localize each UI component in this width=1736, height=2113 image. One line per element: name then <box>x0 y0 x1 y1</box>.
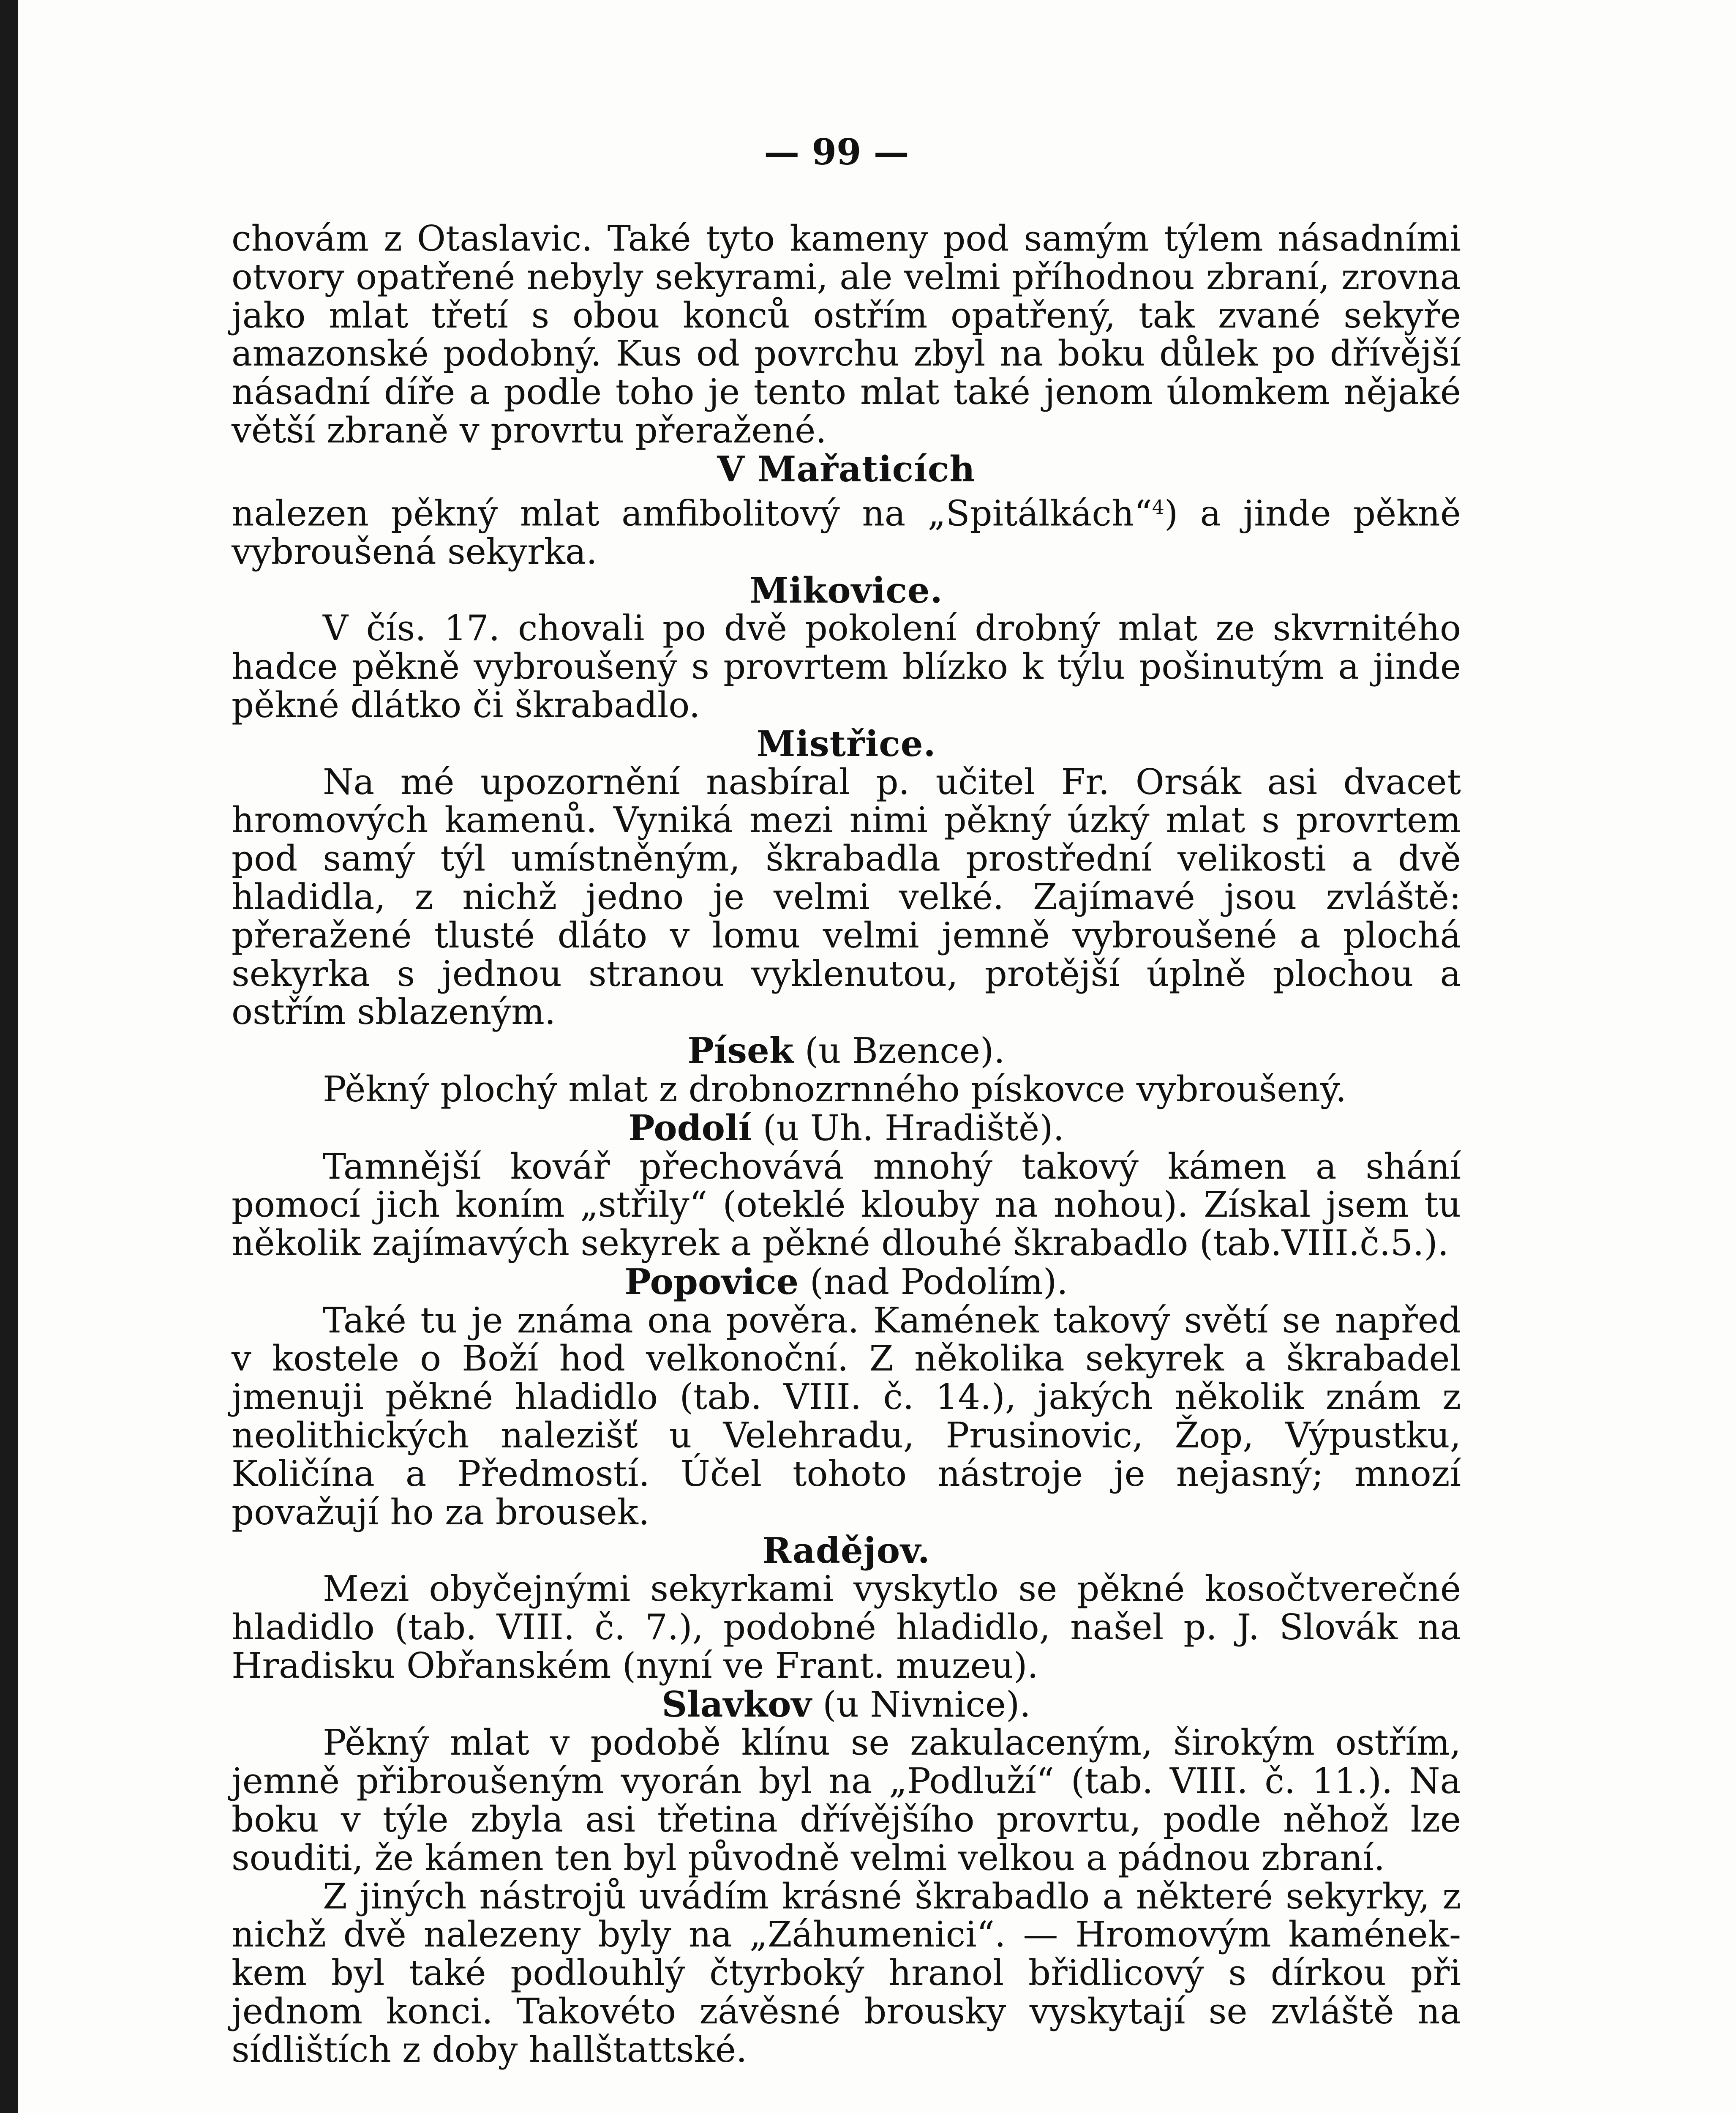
heading-popovice: Popovice (nad Podolím). <box>624 1261 1068 1302</box>
paragraph-slavkov-2: Z jiných nástrojů uvádím krásné škrabadlo a některé sekyrky, z nichž dvě nalezeny byly na „Záhumenici“. — Hromovým kaménekkem byl také podlouhlý čtyrboký hranol břidlicový s dírkou při jednom konci. Takovéto závěsné brousky vyskytají se zvláště na sídlištích z doby hallštattské. <box>232 1875 1461 2070</box>
paragraph-pisek: Pěkný plochý mlat z drobnozrnného pískovce vybroušený. <box>323 1068 1347 1110</box>
paragraph-popovice: Také tu je známa ona pověra. Kamének takový světí se napřed v kostele o Boží hod velkonoční. Z několika sekyrek a škrabadel jmenuji pěkné hladidlo (tab. VIII. č. 14.), jakých několik znám z neolithických nalezišť u Velehradu, Prusinovic, Žop, Výpustku, Količína a Předmostí. Účel tohoto nástroje je nejasný; mnozí považují ho za brousek. <box>232 1299 1461 1533</box>
paragraph-radejov: Mezi obyčejnými sekyrkami vyskytlo se pěkné kosočtverečné hladidlo (tab. VIII. č. 7.), podobné hladidlo, našel p. J. Slovák na Hradisku Obřanském (nyní ve Frant. muzeu). <box>232 1568 1461 1686</box>
paragraph-mikovice: V čís. 17. chovali po dvě pokolení drobný mlat ze skvrnitého hadce pěkně vybroušený s provrtem blízko k týlu pošinutým a jinde pěkné dlátko či škrabadlo. <box>232 608 1461 726</box>
heading-podoli: Podolí (u Uh. Hradiště). <box>628 1107 1064 1149</box>
heading-pisek: Písek (u Bzence). <box>687 1030 1005 1072</box>
paragraph-slavkov-1: Pěkný mlat v podobě klínu se zakulaceným, širokým ostřím, jemně přibroušeným vyorán byl na „Podluží“ (tab. VIII. č. 11.). Na boku v týle zbyla asi třetina dřívějšího provrtu, podle něhož lze souditi, že kámen ten byl původně velmi velkou a pádnou zbraní. <box>232 1722 1461 1878</box>
paragraph-otaslavic: chovám z Otaslavic. Také tyto kameny pod samým týlem násadními otvory opatřené nebyly sekyrami, ale velmi příhodnou zbraní, zrovna jako mlat třetí s obou konců ostřím opatřený, tak zvané sekyře amazonské podobný. Kus od povrchu zbyl na boku důlek po dřívější násadní díře a podle toho je tento mlat také jenom úlomkem nějaké větší zbraně v provrtu přeražené. <box>232 218 1461 451</box>
paragraph-mistrice: Na mé upozornění nasbíral p. učitel Fr. Orsák asi dvacet hromových kamenů. Vyniká mezi nimi pěkný úzký mlat s provrtem pod samý týl umístněným, škrabadla prostřední velikosti a dvě hladidla, z nichž jedno je velmi velké. Zajímavé jsou zvláště: přeražené tlusté dláto v lomu velmi jemně vybroušené a plochá sekyrka s jednou stranou vyklenutou, protější úplně plochou a ostřím sblazeným. <box>232 761 1461 1033</box>
heading-radejov: Radějov. <box>762 1530 930 1572</box>
page-number: — 99 — <box>764 131 909 173</box>
heading-slavkov: Slavkov (u Nivnice). <box>662 1683 1031 1725</box>
scan-edge <box>0 0 18 2113</box>
body-text <box>232 220 1461 2069</box>
heading-mikovice: Mikovice. <box>749 569 943 611</box>
paragraph-podoli: Tamnější kovář přechovává mnohý takový kámen a shání pomocí jich koním „střily“ (oteklé klouby na nohou). Získal jsem tu několik zajímavých sekyrek a pěkné dlouhé škrabadlo (tab.VIII.č.5.). <box>232 1146 1461 1264</box>
heading-maraticich: V Mařaticích <box>717 448 976 490</box>
paragraph-maraticich: nalezen pěkný mlat amfibolitový na „Spitálkách“$^4$) a jinde pěkně vybroušená sekyrka. <box>232 492 1461 572</box>
heading-mistrice: Mistřice. <box>756 723 936 764</box>
footnote-ref[interactable]: 4 <box>1152 496 1164 519</box>
